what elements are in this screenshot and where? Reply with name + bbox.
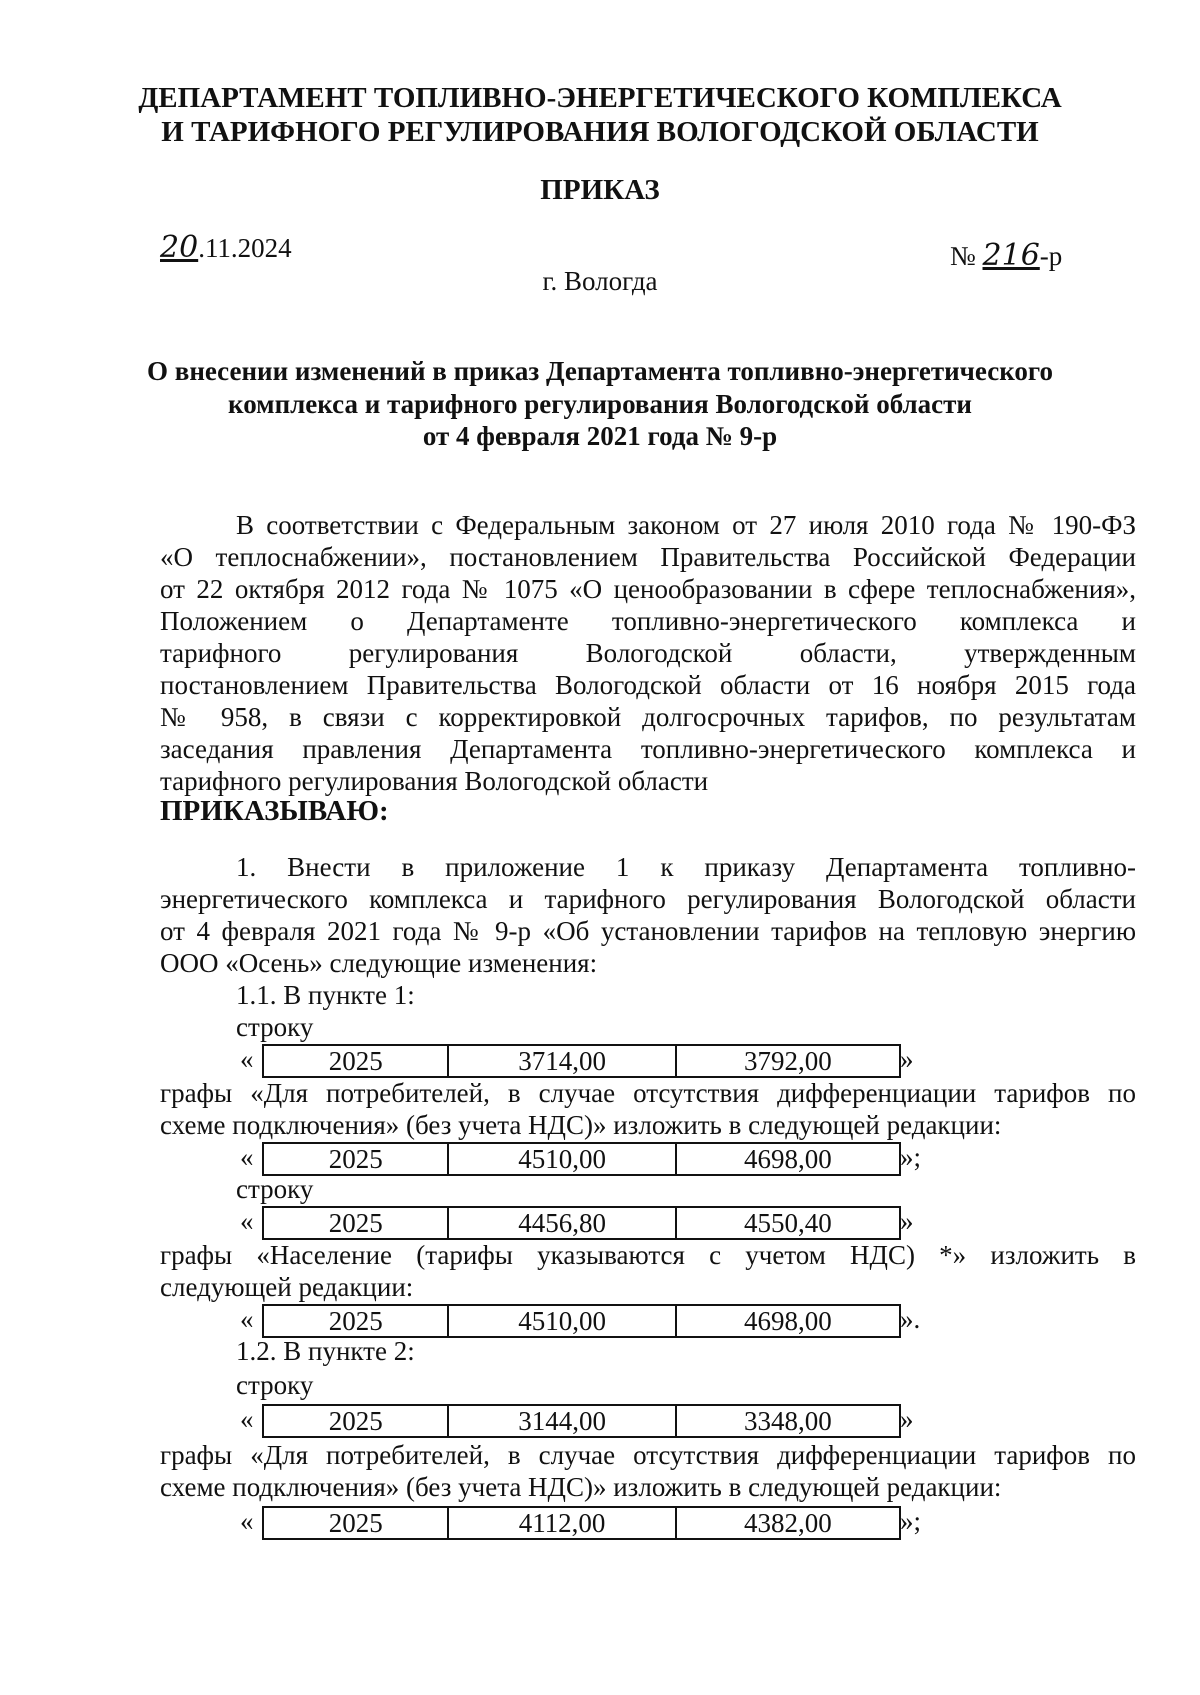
quote-open: « — [240, 1506, 254, 1536]
item1-line: энергетического комплекса и тарифного регулирования Вологодской области — [160, 884, 1136, 914]
item1-2-heading: 1.2. В пункте 2: — [236, 1336, 415, 1366]
word-row: строку — [236, 1174, 314, 1204]
quote-close: » — [900, 1404, 914, 1434]
preamble-line: тарифного регулирования Вологодской области — [160, 766, 709, 796]
tariff-table — [262, 1206, 901, 1240]
department-name-line1: ДЕПАРТАМЕНТ ТОПЛИВНО-ЭНЕРГЕТИЧЕСКОГО КОМПЛЕКСА — [138, 82, 1062, 114]
consumers-text-line: графы «Для потребителей, в случае отсутствия дифференциации тарифов по — [160, 1078, 1136, 1108]
city: г. Вологда — [542, 266, 658, 296]
consumers-text-line: схеме подключения» (без учета НДС)» изложить в следующей редакции: — [160, 1472, 1002, 1502]
cell-value1: 4510,00 — [449, 1306, 676, 1336]
population-text-line: следующей редакции: — [160, 1272, 414, 1302]
cell-value2: 4382,00 — [743, 1508, 832, 1538]
preamble-line: Положением о Департаменте топливно-энергетического комплекса и — [160, 606, 1136, 636]
tariff-table — [262, 1404, 901, 1438]
cell-value1: 3714,00 — [449, 1046, 676, 1076]
date-day-handwritten: 20 — [160, 230, 199, 265]
tariff-table — [262, 1506, 901, 1540]
quote-open: « — [240, 1142, 254, 1172]
item1-line: от 4 февраля 2021 года № 9-р «Об установлении тарифов на тепловую энергию — [160, 916, 1136, 946]
tariff-table — [262, 1304, 901, 1338]
cell-value1: 4456,80 — [449, 1208, 676, 1238]
department-name-line2: И ТАРИФНОГО РЕГУЛИРОВАНИЯ ВОЛОГОДСКОЙ ОБЛАСТИ — [161, 116, 1039, 148]
word-row: строку — [236, 1012, 314, 1042]
document-type: ПРИКАЗ — [540, 174, 660, 206]
quote-open: « — [240, 1304, 254, 1334]
word-row: строку — [236, 1370, 314, 1400]
cell-year: 2025 — [264, 1208, 449, 1238]
subject-line2: комплекса и тарифного регулирования Вологодской области — [228, 389, 972, 419]
preamble-line: В соответствии с Федеральным законом от 27 июля 2010 года № 190-ФЗ — [236, 510, 1136, 540]
quote-close: ». — [900, 1304, 921, 1334]
subject-line1: О внесении изменений в приказ Департамента топливно-энергетического — [146, 356, 1053, 386]
quote-close: »; — [900, 1506, 922, 1536]
consumers-text-line: графы «Для потребителей, в случае отсутствия дифференциации тарифов по — [160, 1440, 1136, 1470]
quote-open: « — [240, 1206, 254, 1236]
item1-1-heading: 1.1. В пункте 1: — [236, 980, 415, 1010]
cell-year: 2025 — [264, 1406, 449, 1436]
population-text-line: графы «Население (тарифы указываются с учетом НДС) *» изложить в — [160, 1240, 1136, 1270]
cell-value2: 3792,00 — [743, 1046, 832, 1076]
preamble-line: постановлением Правительства Вологодской области от 16 ноября 2015 года — [160, 670, 1136, 700]
cell-value2: 3348,00 — [743, 1406, 832, 1436]
preamble-line: № 958, в связи с корректировкой долгосрочных тарифов, по результатам — [160, 702, 1136, 732]
cell-value1: 3144,00 — [449, 1406, 676, 1436]
document-date — [160, 230, 292, 265]
cell-year: 2025 — [264, 1508, 449, 1538]
tariff-table — [262, 1044, 901, 1078]
item1-line: ООО «Осень» следующие изменения: — [160, 948, 598, 978]
quote-close: » — [900, 1206, 914, 1236]
item1-line: 1. Внести в приложение 1 к приказу Департамента топливно- — [236, 852, 1136, 882]
cell-year: 2025 — [264, 1046, 449, 1076]
tariff-table — [262, 1142, 901, 1176]
cell-value2: 4698,00 — [743, 1306, 832, 1336]
consumers-text-line: схеме подключения» (без учета НДС)» изложить в следующей редакции: — [160, 1110, 1002, 1140]
preamble-line: заседания правления Департамента топливно-энергетического комплекса и — [160, 734, 1136, 764]
quote-open: « — [240, 1404, 254, 1434]
number-prefix: № — [950, 241, 976, 271]
order-word: ПРИКАЗЫВАЮ: — [160, 795, 389, 827]
cell-value2: 4698,00 — [743, 1144, 832, 1174]
cell-year: 2025 — [264, 1144, 449, 1174]
subject-line3: от 4 февраля 2021 года № 9-р — [422, 421, 778, 451]
cell-value1: 4112,00 — [449, 1508, 676, 1538]
number-handwritten: 216 — [982, 238, 1040, 273]
date-rest: .11.2024 — [198, 233, 292, 263]
quote-close: »; — [900, 1142, 922, 1172]
cell-value2: 4550,40 — [743, 1208, 832, 1238]
number-suffix: -р — [1039, 241, 1063, 271]
quote-close: » — [900, 1044, 914, 1074]
preamble-line: «О теплоснабжении», постановлением Правительства Российской Федерации — [160, 542, 1136, 572]
preamble-line: от 22 октября 2012 года № 1075 «О ценообразовании в сфере теплоснабжения», — [160, 574, 1136, 604]
cell-value1: 4510,00 — [449, 1144, 676, 1174]
quote-open: « — [240, 1044, 254, 1074]
preamble-line: тарифного регулирования Вологодской области, утвержденным — [160, 638, 1136, 668]
cell-year: 2025 — [264, 1306, 449, 1336]
